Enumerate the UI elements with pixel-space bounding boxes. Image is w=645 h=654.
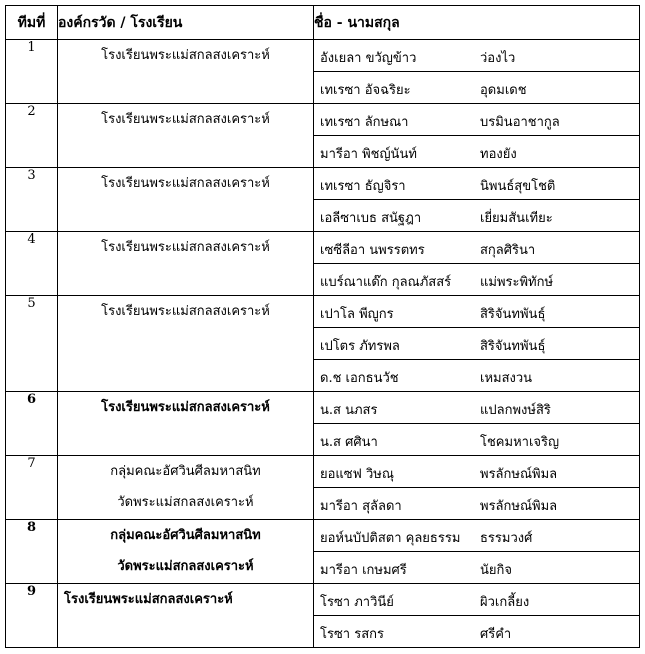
member-given-name: ด.ช เอกธนวัช [320,371,399,386]
member-name-cell [314,488,640,520]
member-given-name: เปโตร ภัทรพล [320,339,400,354]
organization-line: โรงเรียนพระแม่สกลสงเคราะห์ [101,112,270,127]
member-family-name: ธรรมวงศ์ [480,531,533,546]
table-row [6,296,640,328]
table-row [6,168,640,200]
team-number: 7 [6,456,58,520]
member-family-name: พรลักษณ์พิมล [480,499,558,514]
member-family-name: อุดมเดช [480,83,527,98]
member-given-name: แบร์ณาแด๊ก กุลณภัสสร์ [320,275,452,290]
member-name-cell [314,392,640,424]
member-name-cell [314,104,640,136]
team-number: 4 [6,232,58,296]
member-name-cell [314,616,640,648]
header-name: ชื่อ - นามสกุล [314,6,640,40]
header-team: ทีมที่ [6,6,58,40]
member-given-name: โรซา รสกร [320,627,384,642]
member-name-cell [314,360,640,392]
table-row [6,456,640,488]
member-given-name: อังเยลา ขวัญข้าว [320,51,417,66]
team-organization [58,520,314,584]
organization-line: โรงเรียนพระแม่สกลสงเคราะห์ [101,400,270,415]
organization-line: โรงเรียนพระแม่สกลสงเคราะห์ [101,176,270,191]
member-name-cell [314,232,640,264]
member-family-name: นิพนธ์สุขโชติ [480,179,556,194]
member-name-cell [314,40,640,72]
table-row [6,392,640,424]
roster-body [6,40,640,648]
member-given-name: เปาโล พีญูกร [320,307,394,322]
member-given-name: น.ส นภสร [320,403,378,418]
organization-line: กลุ่มคณะอัศวินศีลมหาสนิท [110,464,261,479]
member-name-cell [314,552,640,584]
member-family-name: แปลกพงษ์สิริ [480,403,551,418]
member-given-name: โรซา ภาวินีย์ [320,595,394,610]
table-row [6,104,640,136]
member-family-name: บรมินอาชากูล [480,115,560,130]
member-given-name: ยอแซฟ วิษณุ [320,467,394,482]
member-family-name: เหมสงวน [480,371,533,386]
team-organization [58,232,314,296]
member-name-cell [314,136,640,168]
team-number: 1 [6,40,58,104]
member-given-name: มารีอา สุลัลดา [320,499,402,514]
member-family-name: ทองยัง [480,147,517,162]
member-name-cell [314,200,640,232]
member-family-name: ว่องไว [480,51,516,66]
team-organization [58,296,314,392]
team-organization [58,392,314,456]
member-family-name: แม่พระพิทักษ์ [480,275,554,290]
team-number: 3 [6,168,58,232]
header-organization: องค์กรวัด / โรงเรียน [58,6,314,40]
member-name-cell [314,424,640,456]
table-row [6,40,640,72]
organization-line: กลุ่มคณะอัศวินศีลมหาสนิท [110,528,261,543]
organization-line: โรงเรียนพระแม่สกลสงเคราะห์ [101,48,270,63]
member-given-name: เทเรซา ธัญจิรา [320,179,406,194]
member-name-cell [314,584,640,616]
member-name-cell [314,264,640,296]
team-number: 8 [6,520,58,584]
team-number: 9 [6,584,58,648]
member-family-name: ผิวเกลี้ยง [480,595,530,610]
member-name-cell [314,168,640,200]
member-given-name: ยอห์นบัปติสตา คุลยธรรม [320,531,461,546]
organization-line: วัดพระแม่สกลสงเคราะห์ [117,559,254,574]
member-family-name: สกุลศิรินา [480,243,536,258]
team-organization [58,168,314,232]
member-name-cell [314,296,640,328]
member-name-cell [314,72,640,104]
organization-line: โรงเรียนพระแม่สกลสงเคราะห์ [101,240,270,255]
team-number: 2 [6,104,58,168]
member-family-name: โชคมหาเจริญ [480,435,560,450]
member-given-name: มารีอา พิชญ์นันท์ [320,147,417,162]
member-family-name: พรลักษณ์พิมล [480,467,558,482]
member-given-name: เซซีลีอา นพรรตทร [320,243,425,258]
team-organization [58,40,314,104]
member-family-name: นัยกิจ [480,563,512,578]
table-row [6,520,640,552]
header-row [6,6,640,40]
team-number: 6 [6,392,58,456]
table-row [6,232,640,264]
team-number: 5 [6,296,58,392]
team-roster-table [5,5,640,648]
table-row [6,584,640,616]
member-name-cell [314,328,640,360]
member-given-name: เทเรซา อัจฉริยะ [320,83,411,98]
organization-line: โรงเรียนพระแม่สกลสงเคราะห์ [64,592,233,607]
organization-line: วัดพระแม่สกลสงเคราะห์ [117,495,254,510]
organization-line: โรงเรียนพระแม่สกลสงเคราะห์ [101,304,270,319]
member-given-name: น.ส ศศินา [320,435,378,450]
member-name-cell [314,520,640,552]
member-name-cell [314,456,640,488]
member-family-name: สิริจันทพันธุ์ [480,307,546,322]
team-organization [58,584,314,648]
member-given-name: เอลีซาเบธ สนัฐฎา [320,211,422,226]
member-family-name: สิริจันทพันธุ์ [480,339,546,354]
team-organization [58,456,314,520]
member-given-name: มารีอา เกษมศรี [320,563,407,578]
team-organization [58,104,314,168]
member-family-name: ศรีคำ [480,627,512,642]
member-given-name: เทเรซา ลักษณา [320,115,409,130]
member-family-name: เยี่ยมสันเทียะ [480,211,553,226]
